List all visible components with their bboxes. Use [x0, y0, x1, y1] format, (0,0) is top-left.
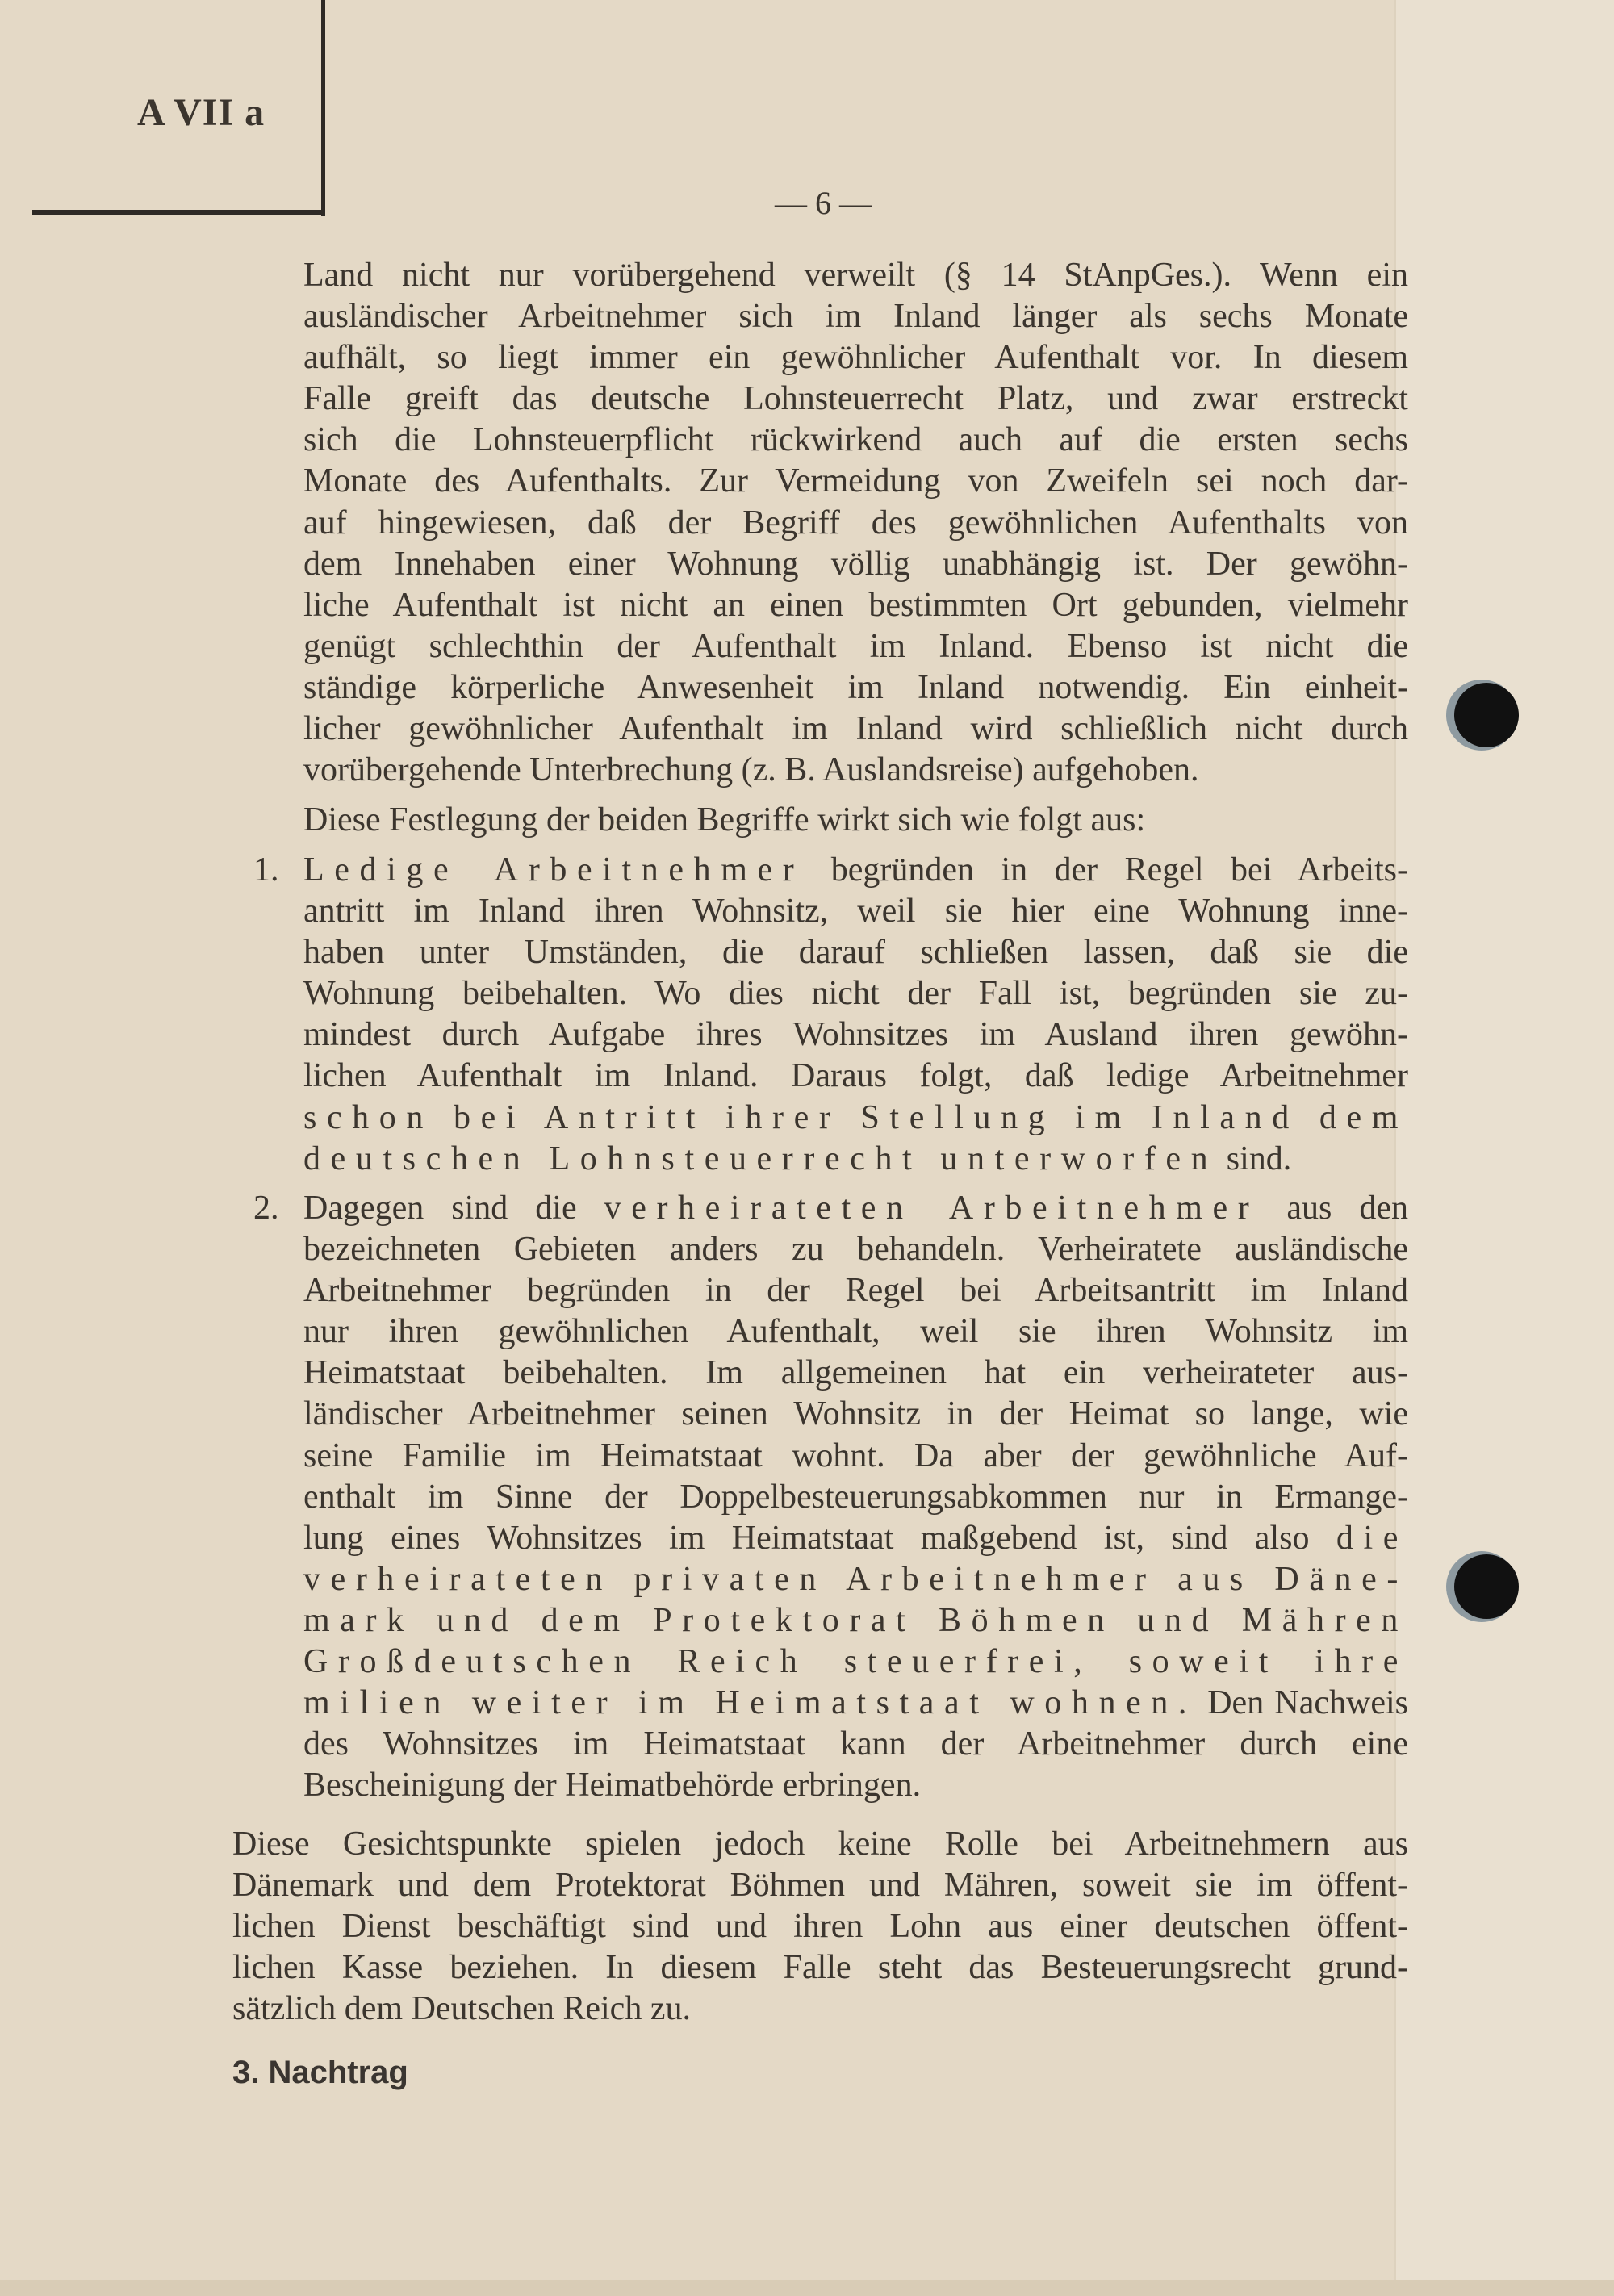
text-line: nur ihren gewöhnlichen Aufenthalt, weil sie ihren Wohnsitz im	[303, 1313, 1408, 1351]
text-line: genügt schlechthin der Aufenthalt im Inland. Ebenso ist nicht die	[303, 627, 1408, 665]
text-line: des Wohnsitzes im Heimatstaat kann der Arbeitnehmer durch eine	[303, 1725, 1408, 1763]
text-line: Falle greift das deutsche Lohnsteuerrecht Platz, und zwar erstreckt	[303, 380, 1408, 418]
text-line: liche Aufenthalt ist nicht an einen bestimmten Ort gebunden, vielmehr	[303, 586, 1408, 624]
text-segment: Den Nachweis	[1197, 1684, 1408, 1722]
text-line: auf hingewiesen, daß der Begriff des gewöhnlichen Aufenthalts von	[303, 504, 1408, 542]
text-line	[303, 1139, 1408, 1180]
text-line: vorübergehende Unterbrechung (z. B. Auslandsreise) aufgehoben.	[303, 751, 1199, 789]
text-line: mindest durch Aufgabe ihres Wohnsitzes im Ausland ihren gewöhn-	[303, 1016, 1408, 1054]
text-line: Dänemark und dem Protektorat Böhmen und Mähren, soweit sie im öffent-	[232, 1867, 1408, 1905]
text-line: Bescheinigung der Heimatbehörde erbringen.	[303, 1767, 922, 1805]
header-horizontal-rule	[32, 210, 325, 215]
text-line: enthalt im Sinne der Doppelbesteuerungsabkommen nur in Ermange-	[303, 1478, 1408, 1516]
text-line	[303, 1683, 1408, 1724]
text-line: aufhält, so liegt immer ein gewöhnlicher Aufenthalt vor. In diesem	[303, 339, 1408, 377]
page-number: — 6 —	[775, 185, 872, 221]
paragraph-2	[232, 1824, 1408, 2030]
punch-hole-top	[1454, 683, 1519, 747]
text-line	[303, 1559, 1408, 1600]
emphasized-text: deutschen Lohnsteuerrecht unterworfen	[303, 1140, 1219, 1177]
text-line: seine Familie im Heimatstaat wohnt. Da aber der gewöhnliche Auf-	[303, 1437, 1408, 1474]
emphasized-text: Ledige Arbeitnehmer	[303, 851, 805, 889]
text-segment: sind.	[1218, 1140, 1292, 1177]
text-line: Land nicht nur vorübergehend verweilt (§ 14 StAnpGes.). Wenn ein	[303, 257, 1408, 294]
text-line: ländischer Arbeitnehmer seinen Wohnsitz in der Heimat so lange, wie	[303, 1395, 1408, 1433]
text-line: Wohnung beibehalten. Wo dies nicht der Fall ist, begründen sie zu-	[303, 975, 1408, 1013]
emphasized-text: Großdeutschen Reich steuerfrei, soweit ihre	[303, 1643, 1408, 1681]
list-number: 2.	[253, 1190, 279, 1227]
text-line: Diese Festlegung der beiden Begriffe wirkt sich wie folgt aus:	[303, 801, 1146, 839]
text-line: lichen Kasse beziehen. In diesem Falle steht das Besteuerungsrecht grund-	[232, 1949, 1408, 1987]
text-line: licher gewöhnlicher Aufenthalt im Inland wird schließlich nicht durch	[303, 710, 1408, 748]
text-line: haben unter Umständen, die darauf schließen lassen, daß sie die	[303, 934, 1408, 972]
list-intro	[303, 800, 1408, 841]
text-line: Diese Gesichtspunkte spielen jedoch keine Rolle bei Arbeitnehmern aus	[232, 1826, 1408, 1863]
text-line: sätzlich dem Deutschen Reich zu.	[232, 1990, 691, 2028]
paper-bottom-edge	[0, 2280, 1614, 2296]
text-line	[303, 1600, 1408, 1641]
emphasized-text: die	[1336, 1519, 1408, 1557]
text-line: lichen Aufenthalt im Inland. Daraus folgt, daß ledige Arbeitnehmer	[303, 1057, 1408, 1095]
list-number: 1.	[253, 851, 279, 889]
header-vertical-rule	[321, 0, 325, 216]
list-item-2	[253, 1188, 1408, 1806]
emphasized-text: mark und dem Protektorat Böhmen und Mähren	[303, 1601, 1408, 1639]
text-line: sich die Lohnsteuerpflicht rückwirkend auch auf die ersten sechs	[303, 421, 1408, 459]
text-line: ausländischer Arbeitnehmer sich im Inland länger als sechs Monate	[303, 298, 1408, 336]
emphasized-text: verheirateten privaten Arbeitnehmer aus Däne-	[303, 1560, 1408, 1598]
text-line: lichen Dienst beschäftigt sind und ihren Lohn aus einer deutschen öffent-	[232, 1908, 1408, 1946]
text-segment: Dagegen sind die	[303, 1190, 604, 1227]
text-line	[303, 1188, 1408, 1229]
text-line: bezeichneten Gebieten anders zu behandeln. Verheiratete ausländische	[303, 1231, 1408, 1269]
emphasized-text: milien weiter im Heimatstaat wohnen.	[303, 1684, 1198, 1722]
punch-hole-bottom	[1454, 1554, 1519, 1619]
text-line: Monate des Aufenthalts. Zur Vermeidung von Zweifeln sei noch dar-	[303, 462, 1408, 500]
text-line: dem Innehaben einer Wohnung völlig unabhängig ist. Der gewöhn-	[303, 545, 1408, 583]
emphasized-text: verheirateten Arbeitnehmer	[604, 1190, 1260, 1227]
section-heading: 3. Nachtrag	[232, 2055, 408, 2090]
text-line	[303, 1641, 1408, 1683]
text-segment: begründen in der Regel bei Arbeits-	[804, 851, 1408, 889]
text-line: Arbeitnehmer begründen in der Regel bei Arbeitsantritt im Inland	[303, 1272, 1408, 1310]
text-segment: aus den	[1259, 1190, 1408, 1227]
text-segment: lung eines Wohnsitzes im Heimatstaat maßgebend ist, sind also	[303, 1519, 1336, 1557]
text-line	[303, 850, 1408, 891]
paper-right-margin	[1394, 0, 1614, 2296]
text-line: antritt im Inland ihren Wohnsitz, weil sie hier eine Wohnung inne-	[303, 893, 1408, 931]
text-line: Heimatstaat beibehalten. Im allgemeinen hat ein verheirateter aus-	[303, 1354, 1408, 1392]
text-line: ständige körperliche Anwesenheit im Inland notwendig. Ein einheit-	[303, 668, 1408, 706]
list-item-1	[253, 850, 1408, 1180]
text-line	[303, 1518, 1408, 1559]
text-line	[303, 1098, 1408, 1139]
section-label: A VII a	[137, 91, 266, 134]
paragraph-1	[303, 255, 1408, 791]
emphasized-text: schon bei Antritt ihrer Stellung im Inland dem	[303, 1098, 1408, 1136]
